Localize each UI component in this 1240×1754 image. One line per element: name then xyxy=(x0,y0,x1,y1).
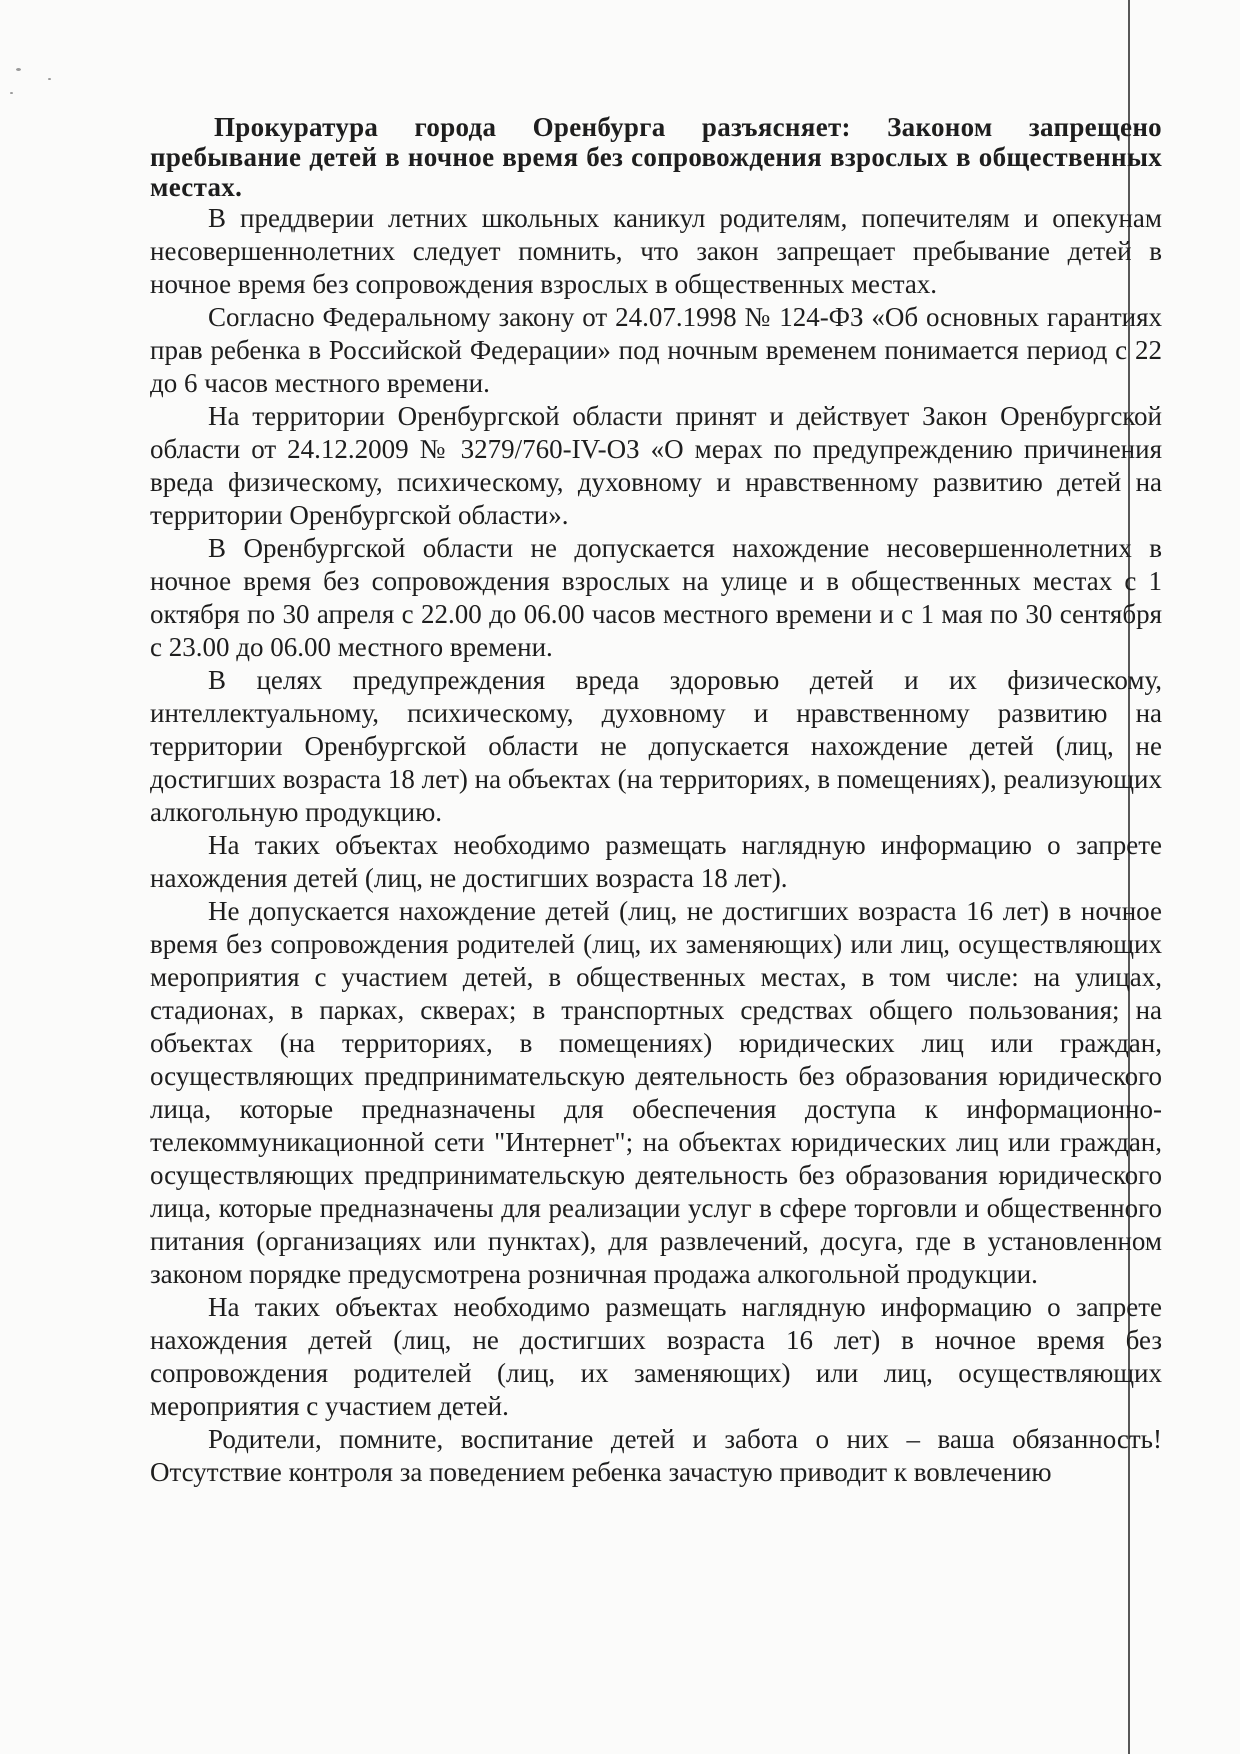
scan-speck xyxy=(48,78,51,80)
document-body xyxy=(150,112,1162,1489)
paragraph-6: На таких объектах необходимо размещать наглядную информацию о запрете нахождения детей (лиц, не достигших возраста 18 лет). xyxy=(150,830,1162,893)
paragraph-3: На территории Оренбургской области принят и действует Закон Оренбургской области от 24.12.2009 № 3279/760-IV-ОЗ «О мерах по предупреждению причинения вреда физическому, психическому, духовному и нравственному развитию детей на территории Оренбургской области». xyxy=(150,401,1162,530)
paragraph-8: На таких объектах необходимо размещать наглядную информацию о запрете нахождения детей (лиц, не достигших возраста 16 лет) в ночное время без сопровождения родителей (лиц, их заменяющих) или лиц, осуществляющих мероприятия с участием детей. xyxy=(150,1292,1162,1421)
document-title: Прокуратура города Оренбурга разъясняет: Законом запрещено пребывание детей в ночное время без сопровождения взрослых в общественных местах. xyxy=(150,112,1162,202)
paragraph-5: В целях предупреждения вреда здоровью детей и их физическому, интеллектуальному, психическому, духовному и нравственному развитию на территории Оренбургской области не допускается нахождение детей (лиц, не достигших возраста 18 лет) на объектах (на территориях, в помещениях), реализующих алкогольную продукцию. xyxy=(150,665,1162,827)
paragraph-9: Родители, помните, воспитание детей и забота о них – ваша обязанность! Отсутствие контроля за поведением ребенка зачастую приводит к вовлечению xyxy=(150,1424,1162,1487)
paragraph-7: Не допускается нахождение детей (лиц, не достигших возраста 16 лет) в ночное время без сопровождения родителей (лиц, их заменяющих) или лиц, осуществляющих мероприятия с участием детей, в общественных местах, в том числе: на улицах, стадионах, в парках, скверах; в транспортных средствах общего пользования; на объектах (на территориях, в помещениях) юридических лиц или граждан, осуществляющих предпринимательскую деятельность без образования юридического лица, которые предназначены для обеспечения доступа к информационно-телекоммуникационной сети "Интернет"; на объектах юридических лиц или граждан, осуществляющих предпринимательскую деятельность без образования юридического лица, которые предназначены для реализации услуг в сфере торговли и общественного питания (организациях или пунктах), для развлечений, досуга, где в установленном законом порядке предусмотрена розничная продажа алкогольной продукции. xyxy=(150,896,1162,1289)
paragraph-1: В преддверии летних школьных каникул родителям, попечителям и опекунам несовершеннолетних следует помнить, что закон запрещает пребывание детей в ночное время без сопровождения взрослых в общественных местах. xyxy=(150,203,1162,299)
paragraph-4: В Оренбургской области не допускается нахождение несовершеннолетних в ночное время без сопровождения взрослых на улице и в общественных местах с 1 октября по 30 апреля с 22.00 до 06.00 часов местного времени и с 1 мая по 30 сентября с 23.00 до 06.00 местного времени. xyxy=(150,533,1162,662)
paragraph-2: Согласно Федеральному закону от 24.07.1998 № 124-ФЗ «Об основных гарантиях прав ребенка в Российской Федерации» под ночным временем понимается период с 22 до 6 часов местного времени. xyxy=(150,302,1162,398)
scan-speck xyxy=(16,68,21,71)
scan-speck xyxy=(10,92,13,94)
